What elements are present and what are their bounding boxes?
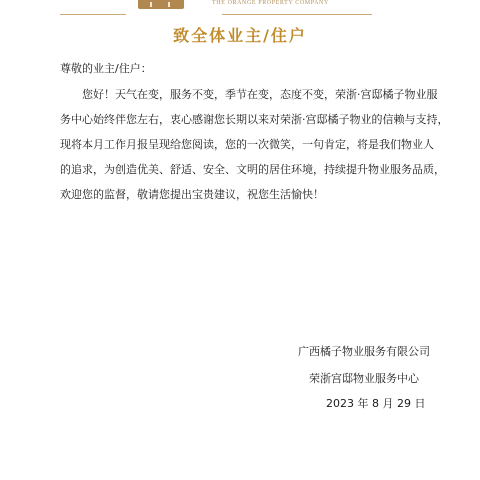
letter-body-line: 务中心始终伴您左右，衷心感谢您长期以来对荣浙·宫邸橘子物业的信赖与支持， <box>60 113 449 126</box>
letter-body-line: 欢迎您的监督，敬请您提出宝贵建议，祝您生活愉快！ <box>60 188 324 201</box>
letter-title: 致全体业主/住户 <box>173 26 307 45</box>
logo-tagline: THE ORANGE PROPERTY COMPANY <box>212 0 329 6</box>
letter-body-line: 的追求，为创造优美、舒适、安全、文明的居住环境，持续提升物业服务品质， <box>60 163 445 176</box>
letter-salutation: 尊敬的业主/住户： <box>60 62 152 75</box>
letter-body-line: 您好！天气在变，服务不变，季节在变，态度不变，荣浙·宫邸橘子物业服 <box>60 88 438 101</box>
signature-date: 2023 年 8 月 29 日 <box>326 397 426 410</box>
signature-company: 广西橘子物业服务有限公司 <box>298 345 430 358</box>
orange-property-logo <box>138 0 184 9</box>
letter-body-line: 现将本月工作月报呈现给您阅读，您的一次微笑，一句肯定，将是我们物业人 <box>60 138 434 151</box>
signature-service-center: 荣浙宫邸物业服务中心 <box>309 372 419 385</box>
header-divider-right <box>222 14 372 15</box>
header-divider-left <box>60 14 126 15</box>
